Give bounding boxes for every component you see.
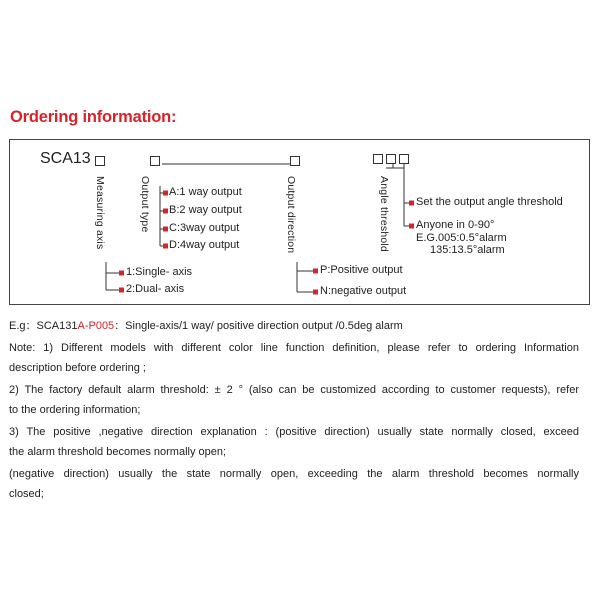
type-marker-d <box>163 244 168 249</box>
note-3-line-2: the alarm threshold becomes normally open; <box>9 446 227 458</box>
threshold-example-1: E.G.005:0.5°alarm <box>416 232 507 244</box>
axis-marker-2 <box>119 288 124 293</box>
threshold-marker-range <box>409 224 414 229</box>
example-line <box>9 318 579 334</box>
angle-threshold-label: Angle threshold <box>378 176 390 252</box>
ordering-notes <box>9 318 579 502</box>
threshold-placeholder-box-3 <box>399 154 409 164</box>
axis-placeholder-box <box>95 156 105 166</box>
note-2-line-2: to the ordering information; <box>9 404 141 416</box>
type-marker-a <box>163 191 168 196</box>
threshold-example-2: 135:13.5°alarm <box>430 244 505 256</box>
ordering-heading: Ordering information: <box>10 108 177 126</box>
note-2-line-1: 2) The factory default alarm threshold: ± 2 ° (also can be customized according to customer requests), refer <box>9 384 579 396</box>
measuring-axis-label: Measuring axis <box>94 176 106 250</box>
threshold-set-text: Set the output angle threshold <box>416 196 563 208</box>
type-option-b: B:2 way output <box>169 204 242 216</box>
axis-marker-1 <box>119 271 124 276</box>
threshold-range-text: Anyone in 0-90° <box>416 219 495 231</box>
example-prefix: E.g：SCA131 <box>9 320 78 332</box>
direction-marker-n <box>313 290 318 295</box>
note-1-line-1: Note: 1) Different models with different color line function definition, please refer to ordering Information <box>9 342 579 354</box>
threshold-placeholder-box-1 <box>373 154 383 164</box>
model-code: SCA13 <box>40 150 91 167</box>
direction-placeholder-box <box>290 156 300 166</box>
type-marker-c <box>163 227 168 232</box>
output-type-label: Output type <box>139 176 151 233</box>
direction-option-negative: N:negative output <box>320 285 407 297</box>
direction-option-positive: P:Positive output <box>320 264 403 276</box>
type-marker-b <box>163 209 168 214</box>
note-3-line-1: 3) The positive ,negative direction explanation : (positive direction) usually state normally closed, exceed <box>9 426 579 438</box>
threshold-placeholder-box-2 <box>386 154 396 164</box>
axis-option-single: 1:Single- axis <box>126 266 193 278</box>
axis-option-dual: 2:Dual- axis <box>126 283 185 295</box>
example-code: A-P005 <box>77 320 115 332</box>
note-4-line-2: closed; <box>9 488 44 500</box>
ordering-diagram <box>9 139 590 305</box>
output-direction-label: Output direction <box>285 176 297 254</box>
type-option-c: C:3way output <box>169 222 240 234</box>
type-option-d: D:4way output <box>169 239 240 251</box>
direction-marker-p <box>313 269 318 274</box>
type-placeholder-box <box>150 156 160 166</box>
note-1-line-2: description before ordering ; <box>9 362 146 374</box>
threshold-marker-set <box>409 201 414 206</box>
note-4-line-1: (negative direction) usually the state normally open, exceeding the alarm threshold becomes normally <box>9 468 579 480</box>
example-description: ：Single-axis/1 way/ positive direction output /0.5deg alarm <box>114 320 403 332</box>
type-option-a: A:1 way output <box>169 186 242 198</box>
